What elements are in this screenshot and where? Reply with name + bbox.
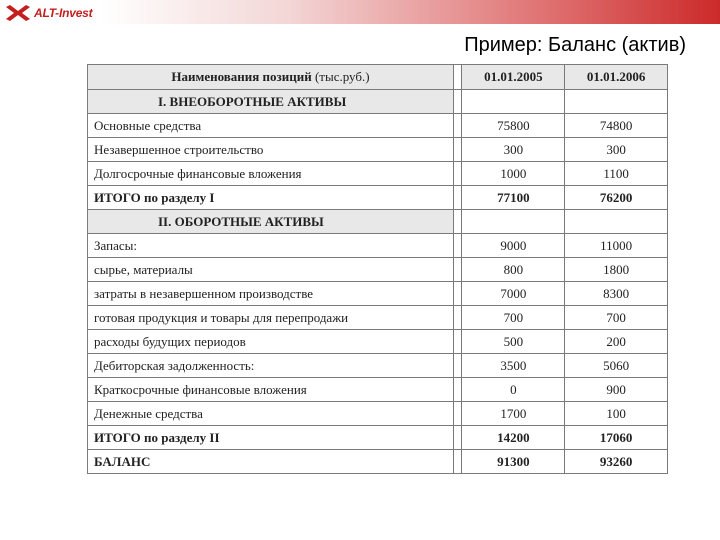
table-row <box>88 138 668 162</box>
header-name-column <box>88 65 454 90</box>
row-value-2005: 0 <box>462 378 565 402</box>
row-value-2006: 93260 <box>565 450 668 474</box>
alt-invest-logo <box>4 3 92 23</box>
row-name: Основные средства <box>88 114 454 138</box>
row-value-2006: 100 <box>565 402 668 426</box>
row-value-2006: 200 <box>565 330 668 354</box>
row-name: сырье, материалы <box>88 258 454 282</box>
row-value-2005: 9000 <box>462 234 565 258</box>
header-bar <box>0 0 720 24</box>
row-name: Краткосрочные финансовые вложения <box>88 378 454 402</box>
row-gap <box>453 114 461 138</box>
table-row <box>88 282 668 306</box>
table-row <box>88 306 668 330</box>
row-value-2006: 17060 <box>565 426 668 450</box>
row-name: Дебиторская задолженность: <box>88 354 454 378</box>
row-value-2006: 5060 <box>565 354 668 378</box>
table-row <box>88 330 668 354</box>
row-value-2006: 8300 <box>565 282 668 306</box>
row-value-2005: 14200 <box>462 426 565 450</box>
row-gap <box>453 306 461 330</box>
row-name: БАЛАНС <box>88 450 454 474</box>
header-2006: 01.01.2006 <box>565 65 668 90</box>
table-row <box>88 186 668 210</box>
row-name: ИТОГО по разделу II <box>88 426 454 450</box>
row-gap <box>453 282 461 306</box>
row-value-2005: 7000 <box>462 282 565 306</box>
row-value-2005: 300 <box>462 138 565 162</box>
table-row <box>88 354 668 378</box>
header-unit-label: (тыс.руб.) <box>314 69 370 84</box>
row-gap <box>453 426 461 450</box>
row-name: Незавершенное строительство <box>88 138 454 162</box>
row-gap <box>453 162 461 186</box>
row-value-2006: 74800 <box>565 114 668 138</box>
row-value-2005: 3500 <box>462 354 565 378</box>
row-value-2006: 300 <box>565 138 668 162</box>
row-value-2005: 700 <box>462 306 565 330</box>
row-name: расходы будущих периодов <box>88 330 454 354</box>
table-row <box>88 162 668 186</box>
row-name: ИТОГО по разделу I <box>88 186 454 210</box>
section-1-title: I. ВНЕОБОРОТНЫЕ АКТИВЫ <box>88 90 454 114</box>
row-value-2005: 1700 <box>462 402 565 426</box>
table-row <box>88 402 668 426</box>
section-2-title: II. ОБОРОТНЫЕ АКТИВЫ <box>88 210 454 234</box>
table-row <box>88 258 668 282</box>
row-value-2006: 76200 <box>565 186 668 210</box>
row-gap <box>453 378 461 402</box>
row-value-2005: 77100 <box>462 186 565 210</box>
row-value-2006: 700 <box>565 306 668 330</box>
row-gap <box>453 402 461 426</box>
section-1-rows <box>88 114 668 210</box>
logo-text: ALT-Invest <box>34 6 93 20</box>
row-name: Долгосрочные финансовые вложения <box>88 162 454 186</box>
row-gap <box>453 138 461 162</box>
section-2-rows <box>88 234 668 474</box>
slide-title: Пример: Баланс (актив) <box>464 34 686 56</box>
row-value-2006: 11000 <box>565 234 668 258</box>
row-name: готовая продукция и товары для перепродажи <box>88 306 454 330</box>
row-value-2005: 91300 <box>462 450 565 474</box>
header-name-label: Наименования позиций <box>171 69 312 84</box>
row-name: Запасы: <box>88 234 454 258</box>
row-value-2005: 75800 <box>462 114 565 138</box>
row-value-2006: 1800 <box>565 258 668 282</box>
row-gap <box>453 234 461 258</box>
logo-cross-icon <box>4 4 32 22</box>
row-gap <box>453 330 461 354</box>
header-2005: 01.01.2005 <box>462 65 565 90</box>
row-gap <box>453 450 461 474</box>
table-row <box>88 234 668 258</box>
section-1-row <box>88 90 668 114</box>
table-row <box>88 378 668 402</box>
row-value-2005: 800 <box>462 258 565 282</box>
row-value-2005: 1000 <box>462 162 565 186</box>
table-header-row <box>88 65 668 90</box>
section-2-row <box>88 210 668 234</box>
row-value-2006: 1100 <box>565 162 668 186</box>
row-gap <box>453 186 461 210</box>
balance-table <box>87 64 668 474</box>
table-row <box>88 114 668 138</box>
row-gap <box>453 258 461 282</box>
row-name: Денежные средства <box>88 402 454 426</box>
row-value-2006: 900 <box>565 378 668 402</box>
row-gap <box>453 354 461 378</box>
row-name: затраты в незавершенном производстве <box>88 282 454 306</box>
row-value-2005: 500 <box>462 330 565 354</box>
table-row <box>88 450 668 474</box>
table-row <box>88 426 668 450</box>
